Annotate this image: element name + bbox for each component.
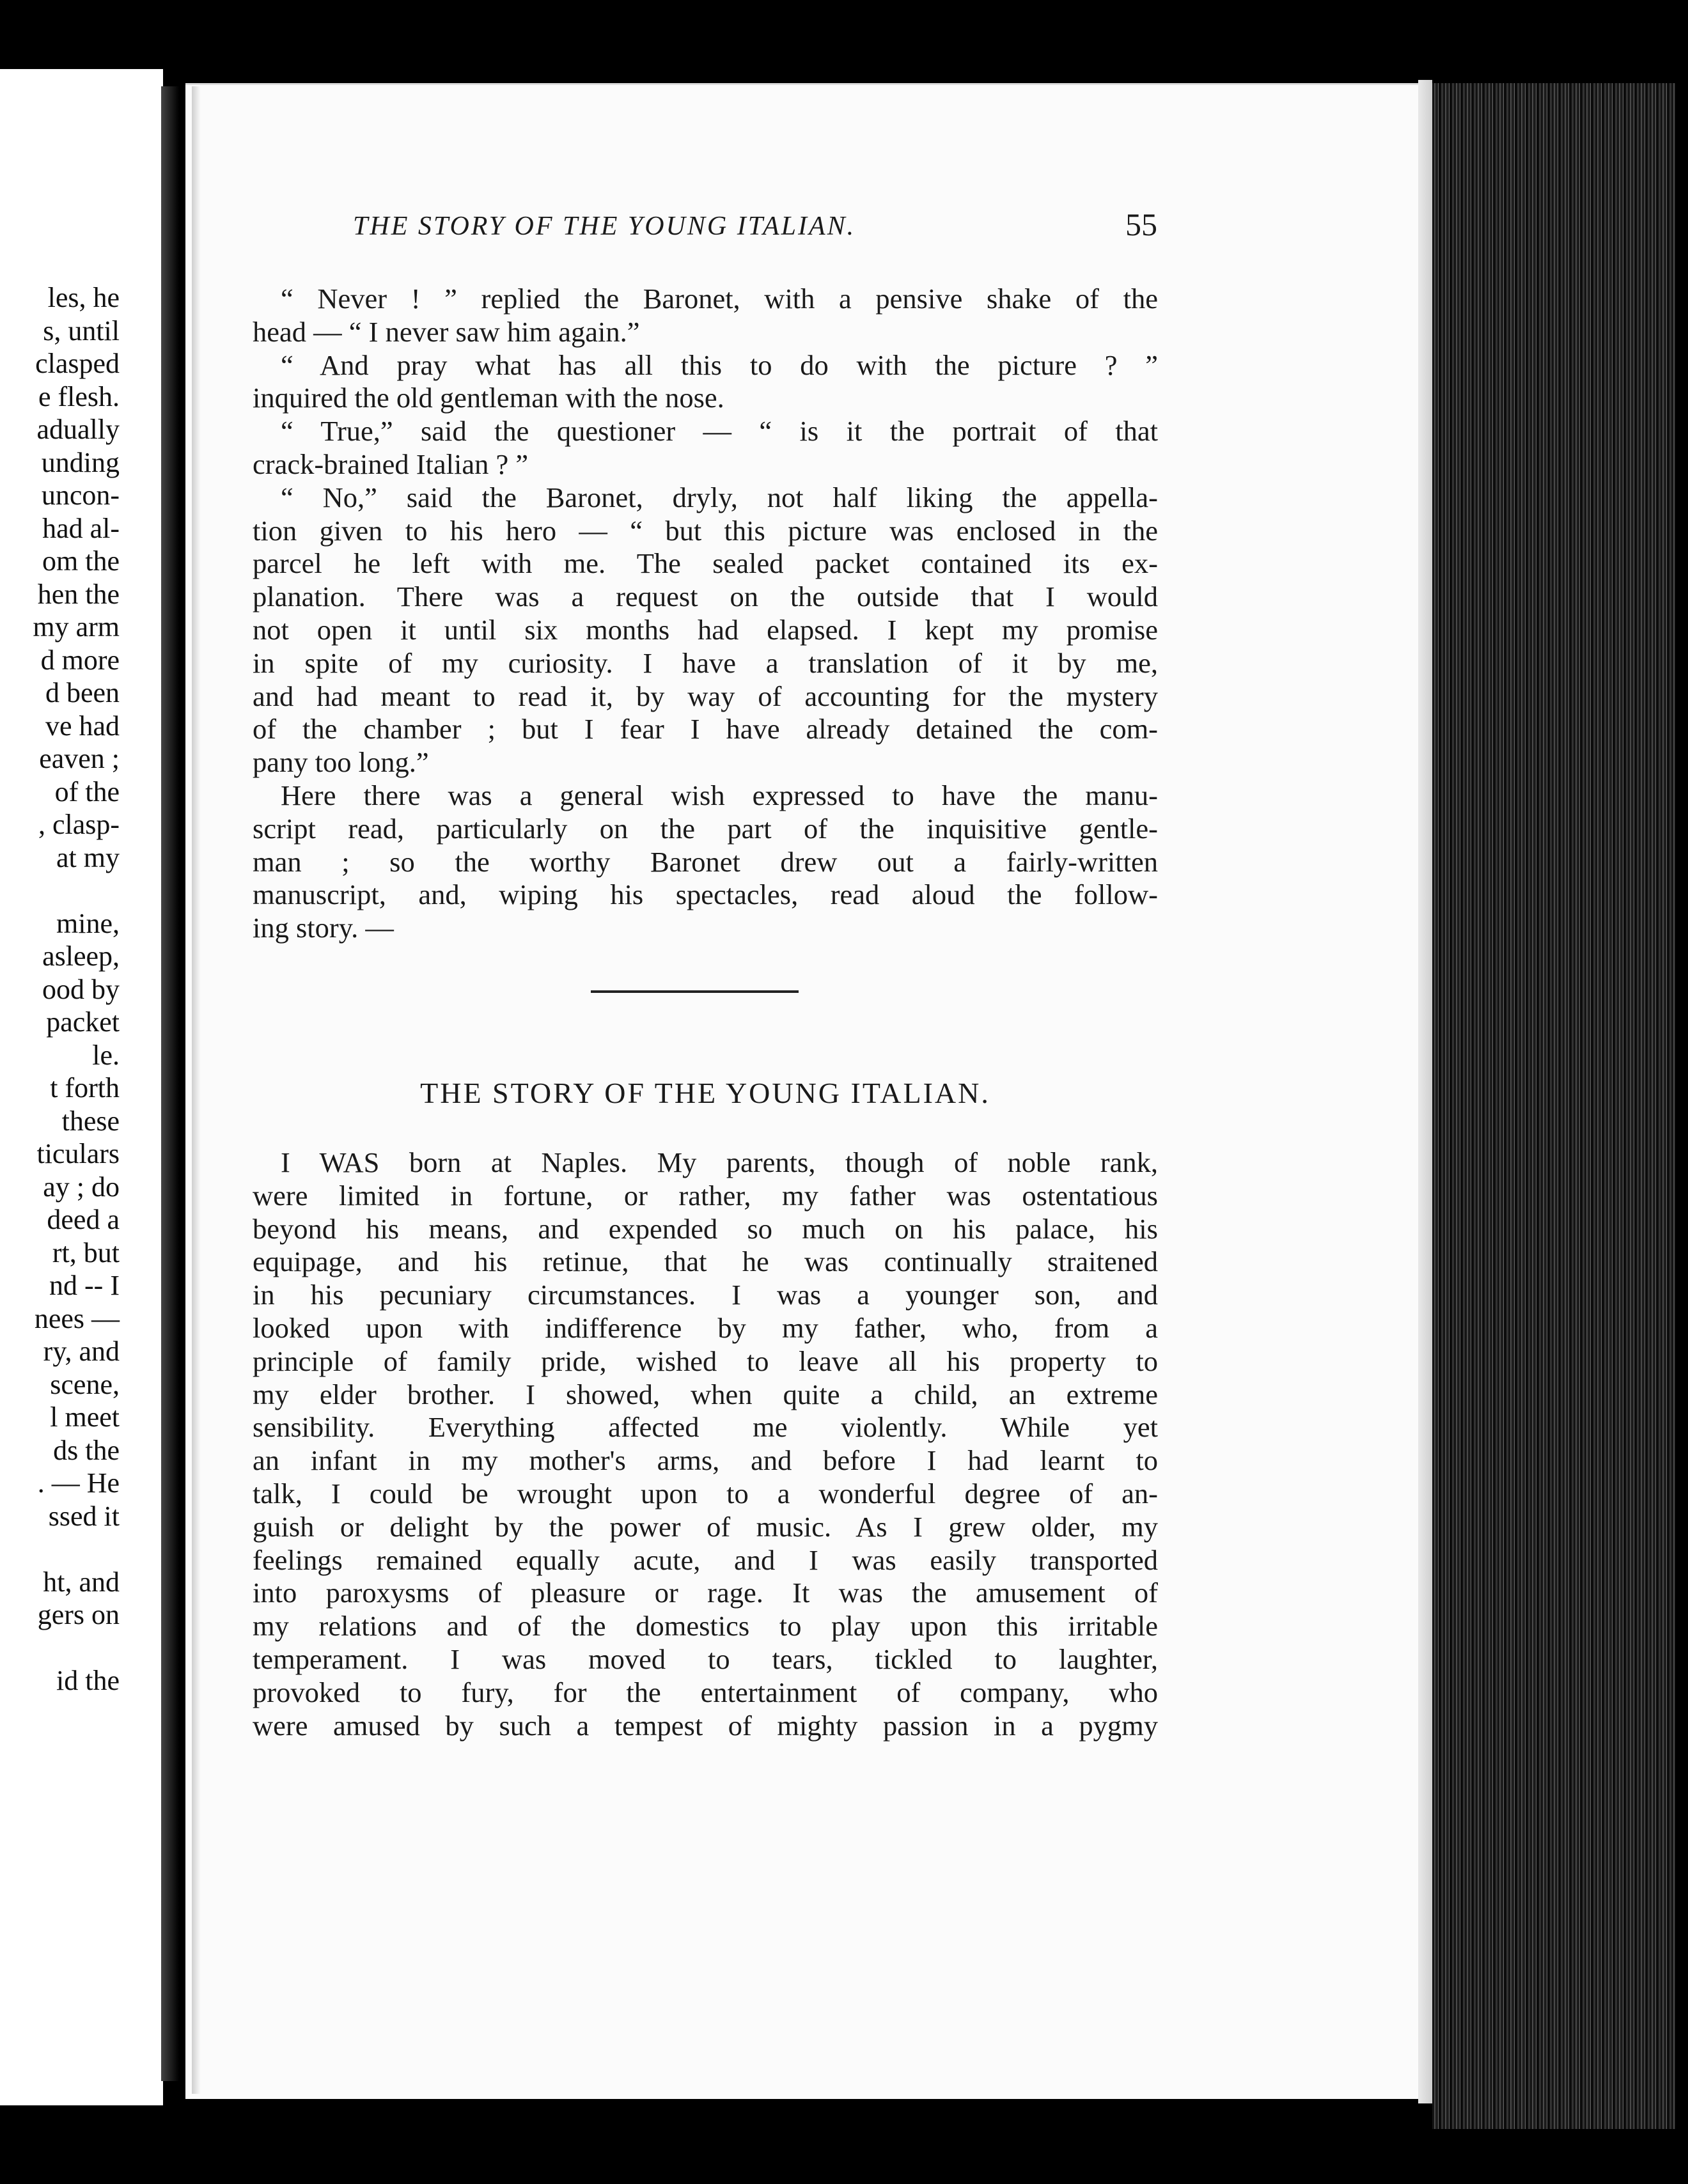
story-line: sensibility. Everything affected me violently. While yet [253,1411,1158,1444]
previous-page-line: ssed it [48,1500,120,1532]
story-line: were limited in fortune, or rather, my father was ostentatious [253,1179,1158,1212]
previous-page-line: ood by [42,973,120,1005]
text-line: pany too long.” [253,746,429,779]
previous-page-line: nd -- I [49,1270,120,1301]
previous-page-line: adually [36,414,120,445]
story-line: I WAS born at Naples. My parents, though of noble rank, [281,1146,1158,1178]
previous-page-line: deed a [47,1204,120,1235]
section-divider-rule [591,990,799,993]
text-line: inquired the old gentleman with the nose. [253,382,724,414]
text-line: of the chamber ; but I fear I have already detained the com- [253,713,1158,745]
previous-page-line: unding [41,446,120,478]
page-fore-edge [1418,80,1432,2103]
previous-page-edge [0,69,163,2105]
paragraph [253,349,1158,416]
text-line: “ And pray what has all this to do with the picture ? ” [281,348,1158,381]
previous-page-line: ry, and [43,1336,120,1367]
story-line: looked upon with indifference by my father, who, from a [253,1311,1158,1344]
page-number: 55 [1125,207,1157,242]
previous-page-line [0,874,163,907]
story-line: provoked to fury, for the entertainment of company, who [253,1676,1158,1708]
previous-page-line: id the [56,1665,120,1696]
running-head [254,207,1157,256]
previous-page-line: mine, [56,907,120,939]
previous-page-line: of the [54,776,120,807]
previous-page-line: gers on [37,1599,120,1630]
story-line: principle of family pride, wished to leave all his property to [253,1345,1158,1377]
previous-page-line: rt, but [52,1236,120,1268]
previous-page-line: l meet [50,1401,120,1433]
text-line: not open it until six months had elapsed. I kept my promise [253,613,1158,646]
story-line: beyond his means, and expended so much on his palace, his [253,1212,1158,1245]
previous-page-line: ticulars [36,1138,120,1169]
text-line: and had meant to read it, by way of accounting for the mystery [253,680,1158,712]
story-line: guish or delight by the power of music. As I grew older, my [253,1510,1158,1543]
paragraph [253,481,1158,779]
text-line: head — “ I never saw him again.” [253,315,640,348]
previous-page-line: at my [56,841,120,873]
previous-page-line: scene, [50,1368,120,1400]
binding-shadow [161,86,179,2081]
previous-page-line [0,1533,163,1566]
previous-page-line: ve had [45,710,120,742]
story-line: equipage, and his retinue, that he was continually straitened [253,1245,1158,1278]
text-line: in spite of my curiosity. I have a translation of it by me, [253,646,1158,679]
previous-page-line: les, he [47,282,120,313]
story-line: feelings remained equally acute, and I was easily transported [253,1543,1158,1576]
text-line: Here there was a general wish expressed to have the manu- [281,779,1158,811]
previous-page-line: had al- [42,512,120,544]
previous-page-line: om the [42,545,120,577]
previous-page-line: . — He [37,1467,120,1499]
previous-page-line: clasped [35,348,120,379]
text-line: “ True,” said the questioner — “ is it the portrait of that [281,415,1158,448]
text-line: ing story. — [253,912,394,944]
story-paragraph [253,1146,1158,1742]
previous-page-line: ay ; do [43,1171,120,1203]
running-title: THE STORY OF THE YOUNG ITALIAN. [353,212,856,241]
previous-page-line: these [61,1105,120,1137]
paragraph [253,283,1158,349]
text-line: tion given to his hero — “ but this picture was enclosed in the [253,514,1158,547]
text-line: “ No,” said the Baronet, dryly, not half liking the appella- [281,481,1158,513]
text-line: script read, particularly on the part of the inquisitive gentle- [253,812,1158,845]
previous-page-line: le. [92,1039,120,1071]
page-gutter [192,86,201,2094]
page-body [253,283,1158,945]
previous-page-line: , clasp- [38,809,120,840]
text-line: parcel he left with me. The sealed packet contained its ex- [253,547,1158,580]
previous-page-line: uncon- [41,480,120,511]
text-line: crack-brained Italian ? ” [253,448,529,480]
story-line: my relations and of the domestics to play upon this irritable [253,1610,1158,1642]
paragraph [253,779,1158,945]
story-line: my elder brother. I showed, when quite a child, an extreme [253,1378,1158,1410]
previous-page-text [0,281,163,1697]
story-line: talk, I could be wrought upon to a wonderful degree of an- [253,1477,1158,1509]
previous-page-line: my arm [33,611,120,643]
previous-page-line: ds the [53,1434,120,1466]
previous-page-line: d more [40,644,120,676]
book-block-edge [1432,83,1675,2129]
paragraph [253,415,1158,481]
previous-page-line [0,1632,163,1665]
previous-page-line: hen the [37,578,120,610]
previous-page-line: d been [45,677,120,708]
story-line: were amused by such a tempest of mighty passion in a pygmy [253,1709,1158,1742]
story-line: into paroxysms of pleasure or rage. It was the amusement of [253,1577,1158,1609]
previous-page-line: nees — [34,1302,120,1334]
story-line: temperament. I was moved to tears, tickled to laughter, [253,1642,1158,1675]
story-title: THE STORY OF THE YOUNG ITALIAN. [420,1077,990,1109]
text-line: man ; so the worthy Baronet drew out a fairly-written [253,845,1158,878]
previous-page-line: packet [46,1006,120,1038]
text-line: planation. There was a request on the outside that I would [253,581,1158,613]
previous-page-line: ht, and [43,1566,120,1598]
text-line: “ Never ! ” replied the Baronet, with a pensive shake of the [281,283,1158,315]
story-line: in his pecuniary circumstances. I was a younger son, and [253,1279,1158,1311]
story-body [253,1146,1158,1742]
previous-page-line: eaven ; [39,743,120,774]
previous-page-line: asleep, [42,940,120,972]
story-line: an infant in my mother's arms, and before I had learnt to [253,1444,1158,1477]
previous-page-line: t forth [50,1072,120,1104]
previous-page-line: e flesh. [38,380,120,412]
text-line: manuscript, and, wiping his spectacles, read aloud the follow- [253,878,1158,911]
previous-page-line: s, until [43,315,120,347]
